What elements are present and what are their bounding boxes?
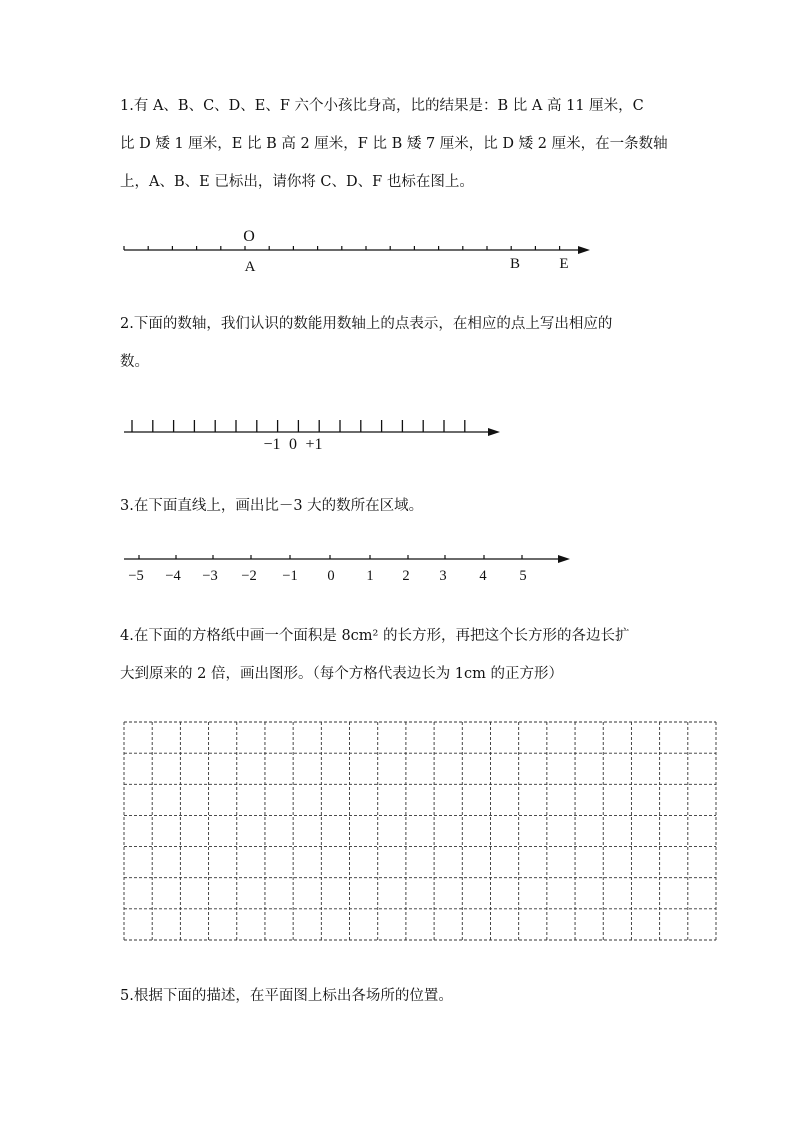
q1-line-3: 上，A、B、E 已标出，请你将 C、D、F 也标在图上。 (120, 174, 474, 190)
q3-arrowhead (558, 555, 570, 563)
q2-tick-label-minus-1: −1 (263, 436, 281, 453)
q3-tick-label: 1 (366, 568, 374, 584)
q4-line-1: 4.在下面的方格纸中画一个面积是 8cm² 的长方形，再把这个长方形的各边长扩 (120, 628, 630, 644)
q3-tick-label: 4 (479, 568, 487, 584)
q4-grid-paper (0, 718, 794, 948)
q2-number-line (0, 410, 794, 460)
q3-tick-label: 0 (327, 568, 335, 584)
q4-line-2: 大到原来的 2 倍，画出图形。（每个方格代表边长为 1cm 的正方形） (120, 666, 564, 682)
q1-arrowhead (578, 246, 590, 254)
q1-number-line (0, 226, 794, 276)
q3-tick-label: 2 (402, 568, 410, 584)
q3-tick-label: 5 (519, 568, 527, 584)
q2-tick-label-plus-1: +1 (305, 436, 323, 453)
q3-line-1: 3.在下面直线上，画出比－3 大的数所在区域。 (120, 498, 424, 514)
q3-tick-label: −5 (128, 568, 144, 584)
q3-tick-label: 3 (439, 568, 447, 584)
q1-point-label-a: A (244, 259, 256, 275)
q3-tick-label: −1 (282, 568, 298, 584)
q1-line-1: 1.有 A、B、C、D、E、F 六个小孩比身高，比的结果是：B 比 A 高 11 厘米，C (120, 98, 644, 114)
q1-point-label-b: B (509, 256, 521, 272)
q2-tick-label-0: 0 (289, 436, 297, 453)
q2-line-1: 2.下面的数轴，我们认识的数能用数轴上的点表示，在相应的点上写出相应的 (120, 316, 613, 332)
q3-tick-label: −3 (202, 568, 218, 584)
q3-tick-label: −2 (241, 568, 257, 584)
q3-number-line (0, 546, 794, 586)
q2-line-2: 数。 (120, 354, 149, 370)
q1-line-2: 比 D 矮 1 厘米，E 比 B 高 2 厘米，F 比 B 矮 7 厘米，比 D 矮 2 厘米，在一条数轴 (120, 136, 668, 152)
q1-point-label-e: E (559, 256, 569, 272)
q1-origin-label: O (243, 228, 255, 245)
q2-arrowhead (488, 428, 500, 436)
q5-line-1: 5.根据下面的描述，在平面图上标出各场所的位置。 (120, 988, 453, 1004)
q3-tick-label: −4 (165, 568, 181, 584)
